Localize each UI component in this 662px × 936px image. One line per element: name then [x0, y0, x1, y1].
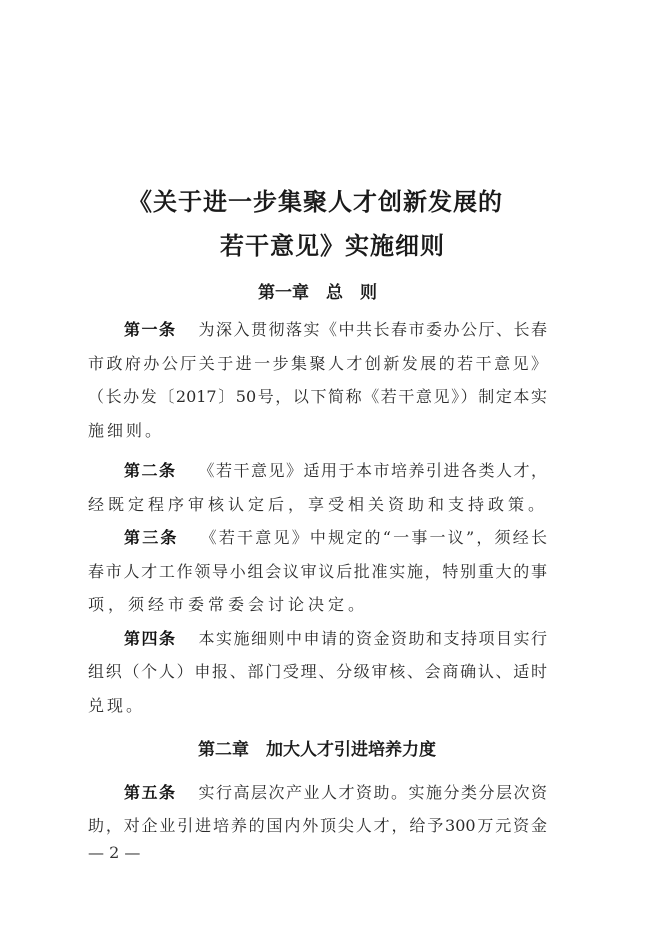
- article-4-line: 兑现。: [88, 696, 146, 715]
- article-3-line: 项，须经市委常委会讨论决定。: [88, 595, 369, 614]
- page-number: — 2 —: [88, 843, 141, 862]
- article-1-line: [124, 320, 547, 340]
- article-text: 本实施细则中申请的资金资助和支持项目实行: [198, 629, 547, 648]
- article-5-line: 助，对企业引进培养的国内外顶尖人才，给予300万元资金: [88, 816, 547, 835]
- chapter-2-heading: 第二章 加大人才引进培养力度: [198, 740, 436, 760]
- article-1-line: 市政府办公厅关于进一步集聚人才创新发展的若干意见》: [88, 354, 547, 373]
- article-5-label: 第五条: [124, 783, 177, 802]
- article-4-label: 第四条: [124, 629, 177, 648]
- document-title-line-1: 《关于进一步集聚人才创新发展的: [128, 187, 503, 216]
- article-1-label: 第一条: [124, 320, 177, 339]
- article-2-line: [124, 461, 547, 481]
- article-1-line: （长办发〔2017〕50号，以下简称《若干意见》）制定本实: [88, 387, 547, 406]
- article-3-line: 春市人才工作领导小组会议审议后批准实施，特别重大的事: [88, 562, 547, 581]
- article-text: 《若干意见》中规定的“一事一议”，须经长: [200, 528, 547, 547]
- article-5-line: [124, 783, 547, 803]
- article-text: 实行高层次产业人才资助。实施分类分层次资: [198, 783, 547, 802]
- article-text: 为深入贯彻落实《中共长春市委办公厅、长春: [198, 320, 547, 339]
- article-4-line: 组织（个人）申报、部门受理、分级审核、会商确认、适时: [88, 662, 547, 681]
- article-2-line: 经既定程序审核认定后，享受相关资助和支持政策。: [88, 495, 549, 514]
- article-1-line: 施细则。: [88, 421, 165, 440]
- article-4-line: [124, 629, 547, 649]
- article-text: 《若干意见》适用于本市培养引进各类人才，: [198, 461, 547, 480]
- article-3-label: 第三条: [124, 528, 179, 547]
- article-2-label: 第二条: [124, 461, 177, 480]
- article-3-line: [124, 528, 547, 548]
- chapter-1-heading: 第一章 总 则: [258, 283, 377, 303]
- document-title-line-2: 若干意见》实施细则: [220, 231, 445, 260]
